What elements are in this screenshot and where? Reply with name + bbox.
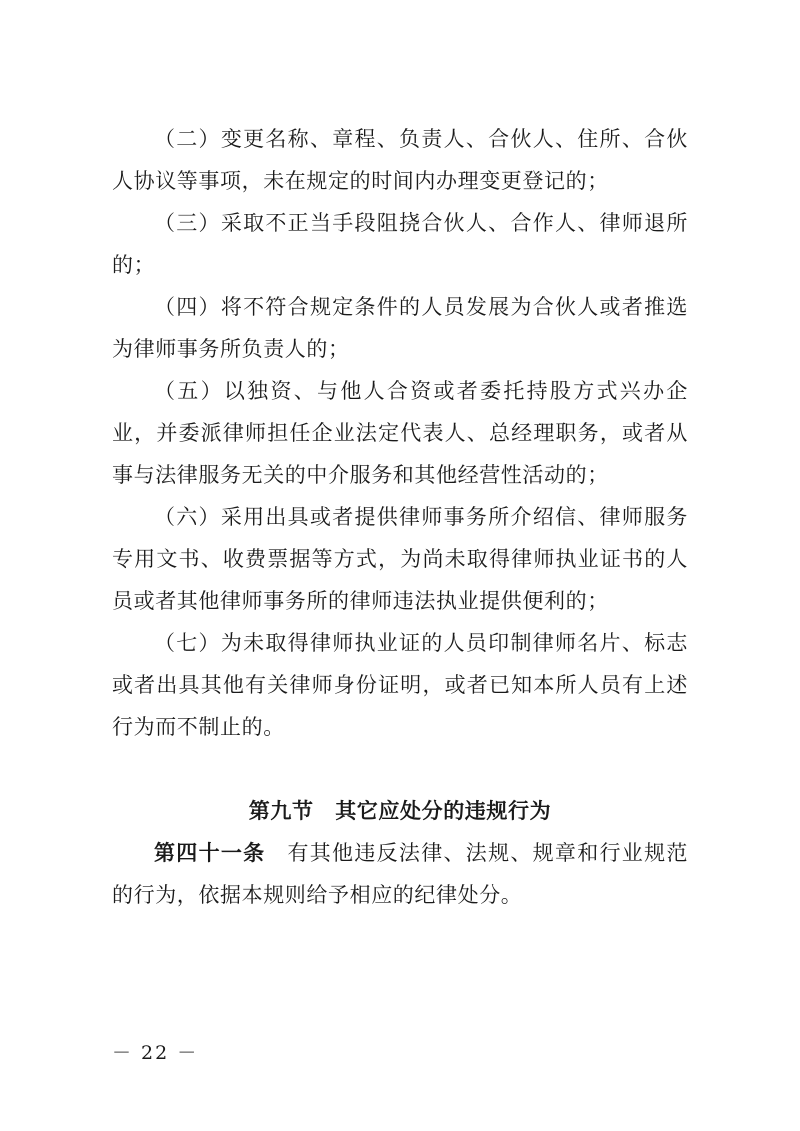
list-item-6: （六）采用出具或者提供律师事务所介绍信、律师服务专用文书、收费票据等方式，为尚未取得律师执业证书的人员或者其他律师事务所的律师违法执业提供便利的； (112, 505, 688, 613)
list-item-4: （四）将不符合规定条件的人员发展为合伙人或者推选为律师事务所负责人的； (112, 295, 688, 361)
list-item-2: （二）变更名称、章程、负责人、合伙人、住所、合伙人协议等事项，未在规定的时间内办理变更登记的； (112, 127, 688, 193)
page-number: － 22 － (112, 1042, 199, 1064)
article-41 (112, 832, 688, 916)
section-heading: 第九节 其它应处分的违规行为 (248, 799, 552, 823)
page-content (112, 118, 688, 916)
article-text: 有其他违反法律、法规、规章和行业规范的行为，依据本规则给予相应的纪律处分。 (112, 841, 688, 907)
list-item-5: （五）以独资、与他人合资或者委托持股方式兴办企业，并委派律师担任企业法定代表人、总经理职务，或者从事与法律服务无关的中介服务和其他经营性活动的； (112, 379, 688, 487)
article-label: 第四十一条 (154, 841, 266, 865)
list-item-3: （三）采取不正当手段阻挠合伙人、合作人、律师退所的； (112, 211, 688, 277)
list-item-7: （七）为未取得律师执业证的人员印制律师名片、标志或者出具其他有关律师身份证明，或者已知本所人员有上述行为而不制止的。 (112, 631, 688, 739)
